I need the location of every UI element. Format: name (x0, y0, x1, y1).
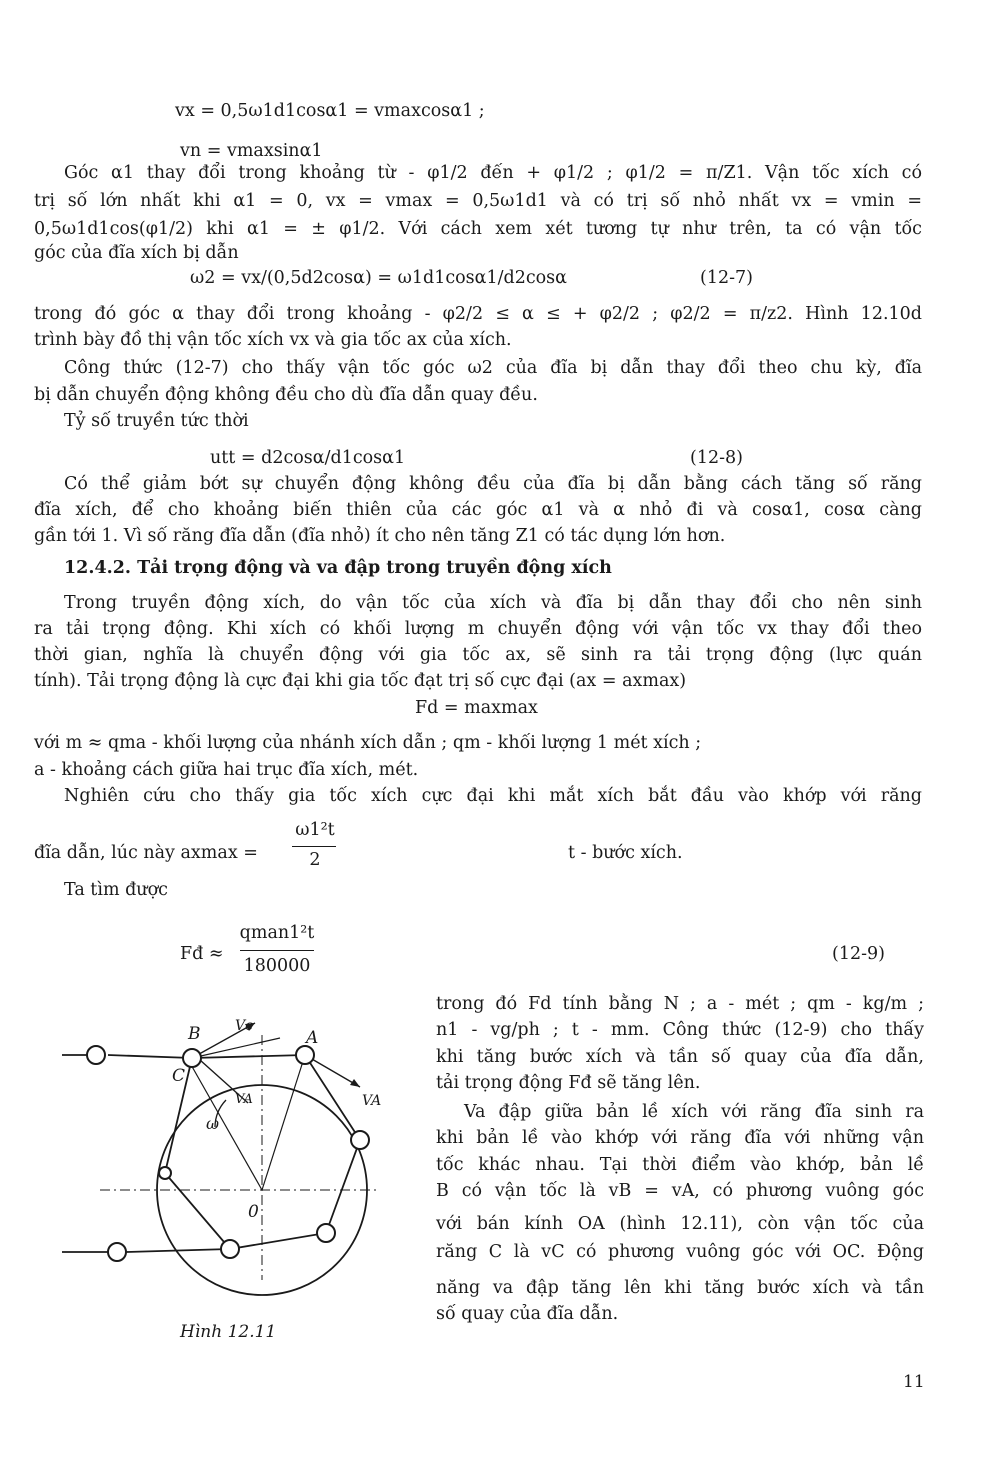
page-number: 11 (903, 1372, 925, 1392)
equation-ratio: utt = d2cosα/d1cosα1 (210, 448, 406, 468)
paragraph-line: Ta tìm được (64, 880, 168, 900)
paragraph-line: ra tải trọng động. Khi xích có khối lượng m chuyển động với vận tốc vx thay đổi theo (34, 619, 922, 639)
equation-amax-suffix: t - bước xích. (568, 843, 683, 863)
paragraph-line: Góc α1 thay đổi trong khoảng từ - φ1/2 đến + φ1/2 ; φ1/2 = π/Z1. Vận tốc xích có (64, 163, 922, 183)
label-a: A (306, 1028, 319, 1048)
paragraph-line: với m ≈ qma - khối lượng của nhánh xích dẫn ; qm - khối lượng 1 mét xích ; (34, 733, 702, 753)
paragraph-line: trong đó Fd tính bằng N ; a - mét ; qm - kg/m ; (436, 994, 924, 1014)
paragraph-line: tốc khác nhau. Tại thời điểm vào khớp, bản lề (436, 1155, 924, 1175)
paragraph-line: trị số lớn nhất khi α1 = 0, vx = vmax = 0,5ω1d1 và có trị số nhỏ nhất vx = vmin = (34, 191, 922, 211)
equation-vx: vx = 0,5ω1d1cosα1 = vmaxcosα1 ; (175, 101, 485, 121)
label-vc: Vc (235, 1018, 253, 1034)
figure-chain-sprocket (40, 995, 400, 1340)
paragraph-line: với bán kính OA (hình 12.11), còn vận tốc của (436, 1214, 924, 1234)
label-o: 0 (248, 1202, 259, 1222)
label-c: C (172, 1066, 186, 1086)
fraction-numerator: qman1²t (239, 923, 315, 943)
paragraph-line: góc của đĩa xích bị dẫn (34, 243, 239, 263)
paragraph-line: a - khoảng cách giữa hai trục đĩa xích, mét. (34, 760, 419, 780)
paragraph-line: tính). Tải trọng động là cực đại khi gia tốc đạt trị số cực đại (ax = axmax) (34, 671, 687, 691)
label-omega: ω (206, 1114, 220, 1133)
paragraph-line: khi tăng bước xích và tần số quay của đĩa dẫn, (436, 1047, 924, 1067)
paragraph-line: n1 - vg/ph ; t - mm. Công thức (12-9) cho thấy (436, 1020, 924, 1040)
figure-caption: Hình 12.11 (180, 1322, 277, 1342)
paragraph-line: B có vận tốc là vB = vA, có phương vuông góc (436, 1181, 924, 1201)
fraction-bar (292, 846, 336, 847)
label-b: B (188, 1024, 201, 1044)
equation-vn: vn = vmaxsinα1 (180, 141, 323, 161)
fraction-numerator: ω1²t (295, 820, 335, 840)
equation-amax-prefix: đĩa dẫn, lúc này axmax = (34, 843, 258, 863)
paragraph-line: gần tới 1. Vì số răng đĩa dẫn (đĩa nhỏ) ít cho nên tăng Z1 có tác dụng lớn hơn. (34, 526, 726, 546)
equation-number: (12-7) (700, 268, 753, 288)
paragraph-line: Công thức (12-7) cho thấy vận tốc góc ω2 của đĩa bị dẫn thay đổi theo chu kỳ, đĩa (64, 358, 922, 378)
equation-number: (12-9) (832, 944, 885, 964)
paragraph-line: đĩa xích, để cho khoảng biến thiên của các góc α1 và α nhỏ đi và cosα1, cosα càng (34, 500, 922, 520)
paragraph-line: khi bản lề vào khớp với răng đĩa với những vận (436, 1128, 924, 1148)
paragraph-line: Va đập giữa bản lề xích với răng đĩa sinh ra (464, 1102, 924, 1122)
paragraph-line: Trong truyền động xích, do vận tốc của xích và đĩa bị dẫn thay đổi cho nên sinh (64, 593, 922, 613)
paragraph-line: thời gian, nghĩa là chuyển động với gia tốc ax, sẽ sinh ra tải trọng động (lực quán (34, 645, 922, 665)
label-va2: VA (362, 1093, 382, 1109)
paragraph-line: năng va đập tăng lên khi tăng bước xích và tần (436, 1278, 924, 1298)
paragraph-line: tải trọng động Fđ sẽ tăng lên. (436, 1073, 701, 1093)
section-heading: 12.4.2. Tải trọng động và va đập trong truyền động xích (64, 558, 612, 578)
paragraph-line: bị dẫn chuyển động không đều cho dù đĩa dẫn quay đều. (34, 385, 538, 405)
fraction-bar (240, 950, 314, 951)
fraction-denominator: 180000 (243, 956, 311, 976)
fraction-denominator: 2 (309, 850, 321, 870)
paragraph-line: trình bày đồ thị vận tốc xích vx và gia tốc ax của xích. (34, 330, 512, 350)
equation-number: (12-8) (690, 448, 743, 468)
paragraph-line: trong đó góc α thay đổi trong khoảng - φ2/2 ≤ α ≤ + φ2/2 ; φ2/2 = π/z2. Hình 12.10d (34, 304, 922, 324)
equation-fd2-left: Fđ ≈ (180, 944, 224, 964)
paragraph-line: số quay của đĩa dẫn. (436, 1304, 619, 1324)
paragraph-line: Nghiên cứu cho thấy gia tốc xích cực đại khi mắt xích bắt đầu vào khớp với răng (64, 786, 922, 806)
paragraph-line: 0,5ω1d1cos(φ1/2) khi α1 = ± φ1/2. Với cách xem xét tương tự như trên, ta có vận tốc (34, 219, 922, 239)
equation-omega2: ω2 = vx/(0,5d2cosα) = ω1d1cosα1/d2cosα (190, 268, 567, 288)
paragraph-line: răng C là vC có phương vuông góc với OC. Động (436, 1242, 924, 1262)
equation-fd: Fd = maxmax (415, 698, 538, 718)
label-va: VA (235, 1092, 253, 1107)
paragraph-line: Có thể giảm bớt sự chuyển động không đều của đĩa bị dẫn bằng cách tăng số răng (64, 474, 922, 494)
paragraph-line: Tỷ số truyền tức thời (64, 411, 249, 431)
